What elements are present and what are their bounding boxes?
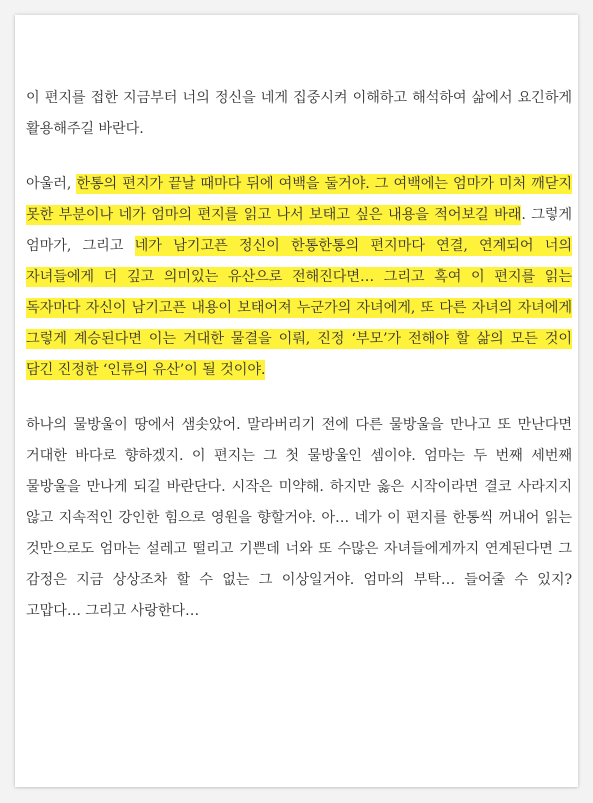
paragraph-closing: [26, 410, 572, 627]
text-segment: . 그렇게 엄마가, 그리고: [26, 207, 573, 254]
document-page: [15, 15, 578, 787]
paragraph-highlighted: [26, 169, 572, 386]
text-segment: 이 편지를 접한 지금부터 너의 정신을 네게 집중시켜 이해하고 해석하여 삶에서 요긴하게 활용해주길 바란다.: [26, 90, 572, 137]
text-segment: 하나의 물방울이 땅에서 샘솟았어. 말라버리기 전에 다른 물방울을 만나고 또 만난다면 거대한 바다로 향하겠지. 이 편지는 그 첫 물방울인 셈이야. 엄마는 두 번째 세번째 물방울을 만나게 되길 바란단다. 시작은 미약해. 하지만 옳은 시작이라면 결코 사라지지 않고 지속적인 강인한 힘으로 영원을 향할거야. 아… 네가 이 편지를 한통씩 꺼내어 읽는 것만으로도 엄마는 설레고 떨리고 기쁜데 너와 또 수많은 자녀들에게까지 연계된다면 그 감정은 지금 상상조차 할 수 없는 그 이상일거야. 엄마의 부탁… 들어줄 수 있지? 고맙다… 그리고 사랑한다…: [26, 417, 572, 619]
paragraph-intro: [26, 83, 572, 145]
text-segment: 아울러,: [26, 176, 77, 192]
highlighted-text-segment: 네가 남기고픈 정신이 한통한통의 편지마다 연결, 연계되어 너의 자녀들에게 더 깊고 의미있는 유산으로 전해진다면… 그리고 혹여 이 편지를 읽는 독자마다 자신이 남기고픈 내용이 보태어져 누군가의 자녀에게, 또 다른 자녀의 자녀에게 그렇게 계승된다면 이는 거대한 물결을 이뤄, 진정 ‘부모’가 전해야 할 삶의 모든 것이 담긴 진정한 ‘인류의 유산’이 될 것이야.: [26, 238, 572, 378]
letter-body: [26, 83, 572, 627]
highlighted-text-segment: 한통의 편지가 끝날 때마다 뒤에 여백을 둘거야. 그 여백에는 엄마가 미처 깨닫지 못한 부분이나 네가 엄마의 편지를 읽고 나서 보태고 싶은 내용을 적어보길 바래: [26, 176, 572, 223]
